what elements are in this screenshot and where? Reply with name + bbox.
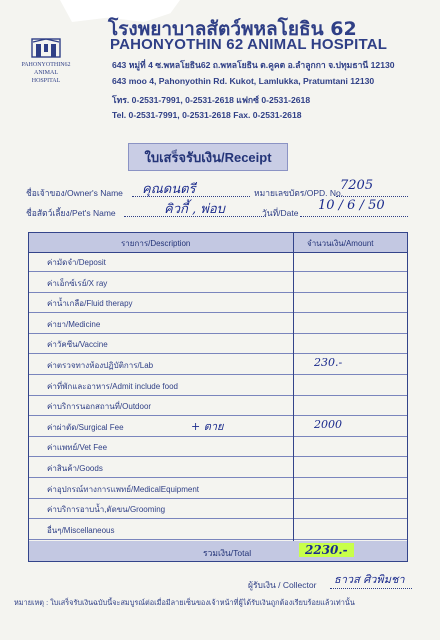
hospital-logo-icon [31,38,61,58]
row-description: ค่าแพทย์/Vet Fee [47,443,108,453]
table-row [29,273,407,293]
row-description: ค่าน้ำเกลือ/Fluid therapy [47,299,133,309]
row-description: ค่าบริการอาบน้ำ,ตัดขน/Grooming [47,505,166,515]
header-description: รายการ/Description [121,239,191,248]
row-handwritten-note: + ตาย [191,419,224,433]
pet-label: ชื่อสัตว์เลี้ยง/Pet's Name [26,208,116,218]
footnote: หมายเหตุ : ใบเสร็จรับเงินฉบับนี้จะสมบูรณ์ต่อเมื่อมีลายเซ็นของเจ้าหน้าที่ผู้ได้รับเงินถูกต้องเรียบร้อยแล้วเท่านั้น [14,598,355,607]
charges-table [28,232,408,562]
phone-english: Tel. 0-2531-7991, 0-2531-2618 Fax. 0-2531-2618 [112,110,302,120]
row-description: ค่าตรวจทางห้องปฏิบัติการ/Lab [47,361,154,370]
date-line [300,216,408,217]
owner-value: คุณดนตรี [142,182,196,197]
table-row [29,458,407,478]
date-label: วันที่/Date [262,208,299,218]
table-row [29,293,407,313]
table-row [29,499,407,519]
row-description: ค่าที่พักและอาหาร/Admit include food [47,381,178,391]
column-divider [293,233,294,561]
table-row [29,520,407,540]
hospital-logo [20,38,72,85]
table-row [29,376,407,396]
row-description: ค่ามัดจำ/Deposit [47,258,106,267]
pet-value: คิวกี้ , พ่อบ [164,202,225,217]
row-description: ค่าอุปกรณ์ทางการแพทย์/MedicalEquipment [47,484,200,494]
table-row [29,252,407,272]
table-row [29,396,407,416]
row-description: ค่าสินค้า/Goods [47,464,103,473]
row-description: อื่นๆ/Miscellaneous [47,525,115,535]
table-row [29,437,407,457]
logo-text-line1: PAHONYOTHIN62 [21,62,71,68]
row-description: ค่าผ่าตัด/Surgical Fee [47,422,124,432]
total-value: 2230.- [299,543,354,557]
hospital-name-thai: โรงพยาบาลสัตว์พหลโยธิน 62 [108,18,357,40]
table-header [29,233,407,253]
owner-label: ชื่อเจ้าของ/Owner's Name [26,188,123,198]
address-english: 643 moo 4, Pahonyothin Rd. Kukot, Lamlukka, Pratumtani 12130 [112,76,375,86]
address-thai: 643 หมู่ที่ 4 ซ.พหลโยธิน62 ถ.พหลโยธิน ต.คูคต อ.ลำลูกกา จ.ปทุมธานี 12130 [112,60,395,70]
table-row [29,355,407,375]
logo-text-line2: ANIMAL HOSPITAL [31,70,61,84]
table-row [29,334,407,354]
receipt-title: ใบเสร็จรับเงิน/Receipt [128,143,288,171]
total-row [29,541,407,561]
row-description: ค่าเอ็กซ์เรย์/X ray [47,278,108,288]
collector-signature: ธาวส ศิวพิมชา [334,573,405,586]
collector-label: ผู้รับเงิน / Collector [248,580,317,590]
table-row [29,314,407,334]
date-value: 10 / 6 / 50 [318,198,385,213]
row-amount: 230.- [314,356,343,369]
opd-value: 7205 [340,178,374,193]
row-description: ค่าวัคซีน/Vaccine [47,340,108,350]
table-row [29,479,407,499]
opd-label: หมายเลขบัตร/OPD. No. [254,188,344,198]
row-description: ค่ายา/Medicine [47,319,101,329]
collector-line [330,588,412,589]
row-amount: 2000 [314,417,342,431]
row-description: ค่าบริการนอกสถานที่/Outdoor [47,402,152,412]
table-row [29,417,407,437]
hospital-name-english: PAHONYOTHIN 62 ANIMAL HOSPITAL [110,36,388,53]
header-amount: จำนวนเงิน/Amount [307,239,374,248]
phone-thai: โทร. 0-2531-7991, 0-2531-2618 แฟกซ์ 0-2531-2618 [112,95,311,105]
total-label: รวมเงิน/Total [203,548,252,558]
opd-line [336,196,408,197]
